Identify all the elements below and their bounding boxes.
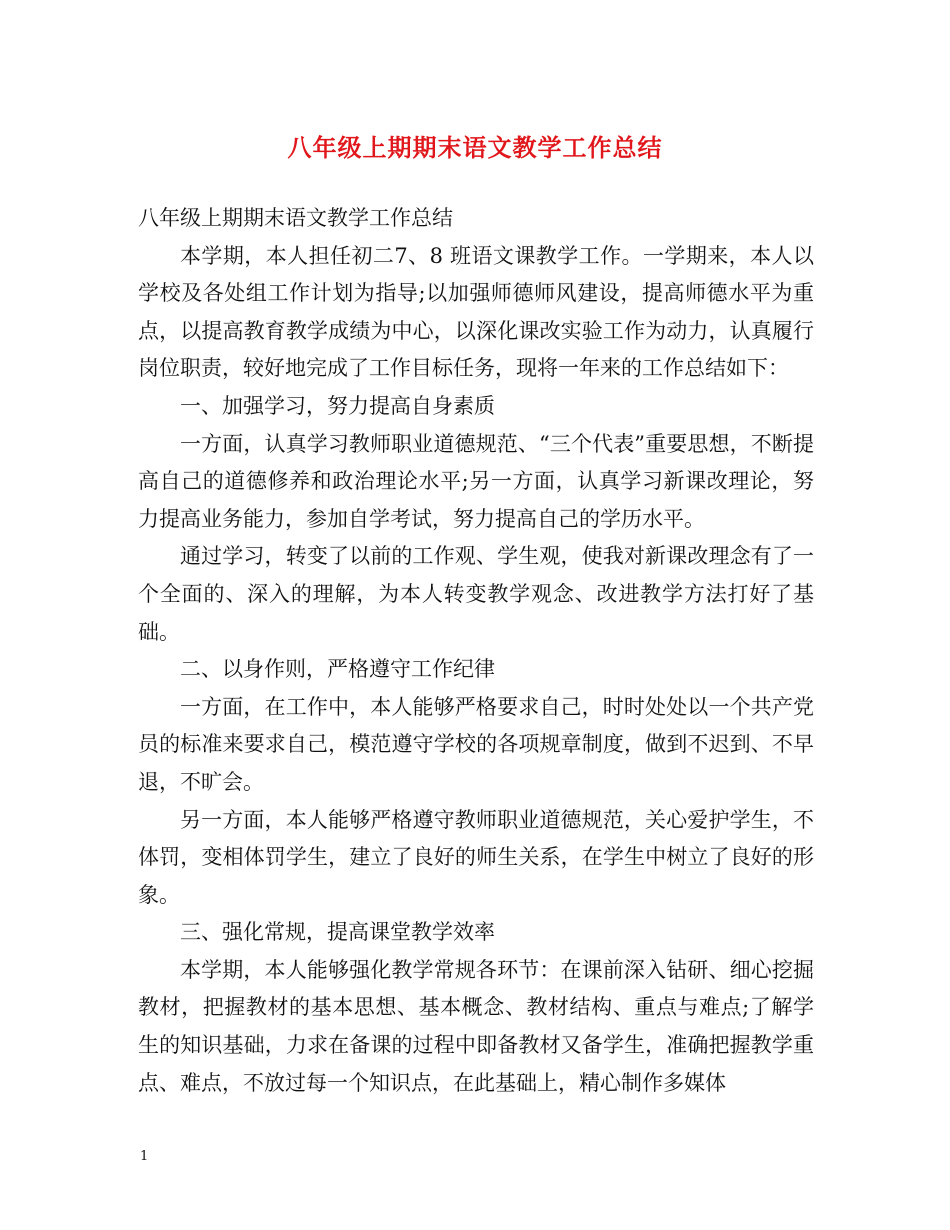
paragraph-study-2: 通过学习，转变了以前的工作观、学生观，使我对新课改理念有了一个全面的、深入的理解，为本人转变教学观念、改进教学方法打好了基础。	[138, 544, 814, 644]
document-title: 八年级上期期末语文教学工作总结	[287, 133, 663, 162]
section-heading-2: 二、以身作则，严格遵守工作纪律	[180, 657, 495, 682]
paragraph-intro: 本学期，本人担任初二7、8 班语文课教学工作。一学期来，本人以学校及各处组工作计划为指导;以加强师德师风建设，提高师德水平为重点，以提高教育教学成绩为中心，以深化课改实验工作为动力，认真履行岗位职责，较好地完成了工作目标任务，现将一年来的工作总结如下：	[138, 243, 814, 381]
paragraph-discipline-2: 另一方面，本人能够严格遵守教师职业道德规范，关心爱护学生，不体罚，变相体罚学生，建立了良好的师生关系，在学生中树立了良好的形象。	[138, 807, 814, 907]
page-number: 1	[140, 1149, 149, 1164]
section-heading-1: 一、加强学习，努力提高自身素质	[180, 393, 495, 418]
subtitle-line: 八年级上期期末语文教学工作总结	[138, 206, 453, 230]
paragraph-routine-1: 本学期，本人能够强化教学常规各环节：在课前深入钻研、细心挖掘教材，把握教材的基本思想、基本概念、教材结构、重点与难点;了解学生的知识基础，力求在备课的过程中即备教材又备学生，准确把握教学重点、难点，不放过每一个知识点，在此基础上，精心制作多媒体	[138, 957, 814, 1095]
section-heading-3: 三、强化常规，提高课堂教学效率	[180, 920, 495, 945]
paragraph-discipline-1: 一方面，在工作中，本人能够严格要求自己，时时处处以一个共产党员的标准来要求自己，模范遵守学校的各项规章制度，做到不迟到、不早退，不旷会。	[138, 694, 814, 794]
document-body	[138, 200, 814, 1102]
paragraph-study-1: 一方面，认真学习教师职业道德规范、“三个代表”重要思想，不断提高自己的道德修养和政治理论水平;另一方面，认真学习新课改理论，努力提高业务能力，参加自学考试，努力提高自己的学历水平。	[138, 431, 814, 531]
